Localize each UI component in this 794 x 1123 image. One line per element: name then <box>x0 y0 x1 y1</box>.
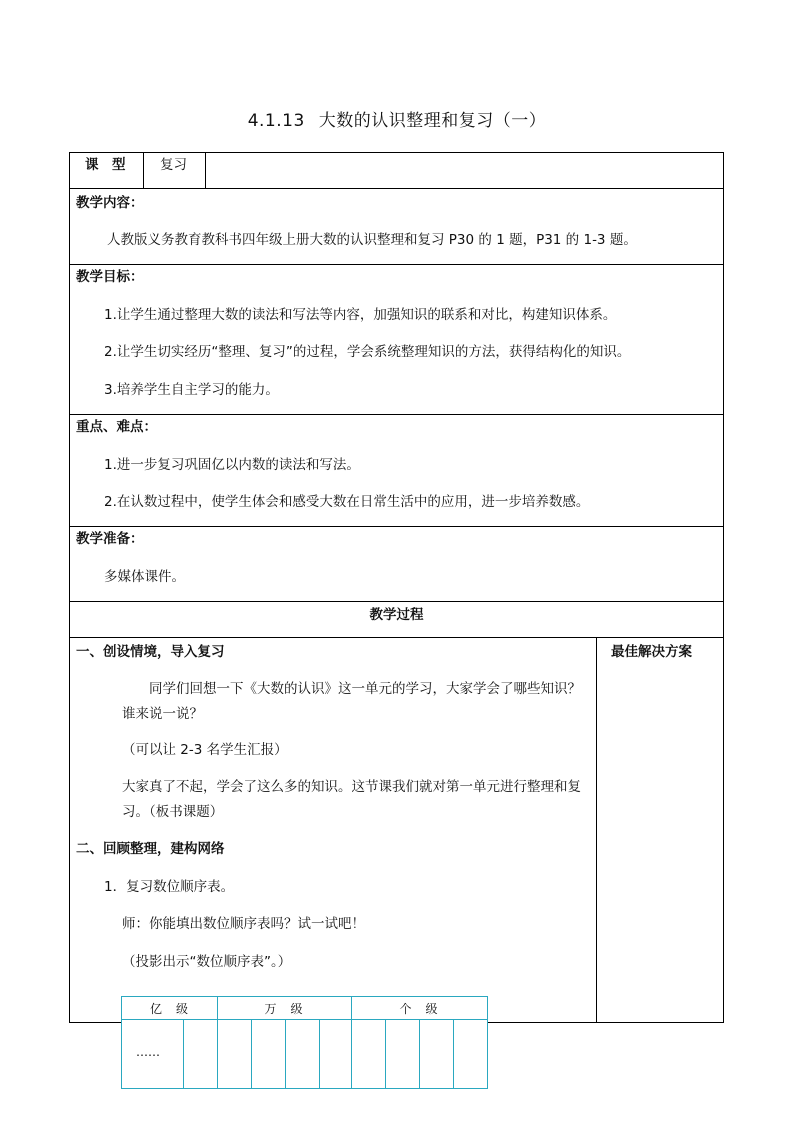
table-divider <box>319 1019 320 1088</box>
goals-heading: 教学目标： <box>76 269 144 285</box>
section2-heading: 二、回顾整理，建构网络 <box>76 841 225 857</box>
table-divider <box>419 1019 420 1088</box>
process-heading: 教学过程 <box>369 607 424 623</box>
lesson-type-label: 课 型 <box>85 157 126 173</box>
row-divider <box>69 414 724 415</box>
key-points-heading: 重点、难点： <box>76 419 157 435</box>
section1-heading: 一、创设情境，导入复习 <box>76 644 225 660</box>
place-value-table <box>121 996 488 1089</box>
lesson-title: 大数的认识整理和复习（一） <box>318 111 547 131</box>
goal-item: 2.让学生切实经历“整理、复习”的过程，学会系统整理知识的方法，获得结构化的知识。 <box>104 344 631 360</box>
key-point-item: 2.在认数过程中，使学生体会和感受大数在日常生活中的应用，进一步培养数感。 <box>104 494 590 510</box>
table-divider <box>385 1019 386 1088</box>
row-divider <box>69 188 724 189</box>
page-title <box>0 106 794 131</box>
group-label-ge: 个 级 <box>399 1002 439 1016</box>
content-text: 人教版义务教育教科书四年级上册大数的认识整理和复习 P30 的 1 题，P31 的 1-3 题。 <box>107 232 637 248</box>
preparation-heading: 教学准备： <box>76 531 144 547</box>
section2-item: 1．复习数位顺序表。 <box>104 879 235 895</box>
key-point-item: 1.进一步复习巩固亿以内数的读法和写法。 <box>104 457 360 473</box>
column-divider <box>596 637 597 1023</box>
table-divider <box>285 1019 286 1088</box>
group-label-yi: 亿 级 <box>149 1002 189 1016</box>
lesson-type-value: 复习 <box>160 157 187 173</box>
table-divider <box>251 1019 252 1088</box>
section1-paragraph: 大家真了不起，学会了这么多的知识。这节课我们就对第一单元进行整理和复习。（板书课题） <box>122 779 581 820</box>
column-divider <box>205 152 206 188</box>
row-divider <box>69 637 724 638</box>
goal-item: 3.培养学生自主学习的能力。 <box>104 382 279 398</box>
preparation-text: 多媒体课件。 <box>104 569 185 585</box>
row-divider <box>69 526 724 527</box>
section2-item: 师：你能填出数位顺序表吗？试一试吧！ <box>122 916 365 932</box>
section1-note: （可以让 2-3 名学生汇报） <box>122 742 288 758</box>
group-label-wan: 万 级 <box>264 1002 304 1016</box>
row-divider <box>69 264 724 265</box>
table-divider <box>183 1019 184 1088</box>
best-solution-heading: 最佳解决方案 <box>611 644 692 660</box>
column-divider <box>143 152 144 188</box>
ellipsis: …… <box>136 1045 160 1059</box>
goal-item: 1.让学生通过整理大数的读法和写法等内容，加强知识的联系和对比，构建知识体系。 <box>104 307 617 323</box>
section2-item: （投影出示“数位顺序表”。） <box>122 954 292 970</box>
row-divider <box>69 601 724 602</box>
table-divider <box>122 1019 487 1020</box>
lesson-number: 4.1.13 <box>247 111 305 131</box>
section1-paragraph: 同学们回想一下《大数的认识》这一单元的学习，大家学会了哪些知识？谁来说一说？ <box>122 681 581 722</box>
content-heading: 教学内容： <box>76 195 144 211</box>
table-divider <box>453 1019 454 1088</box>
